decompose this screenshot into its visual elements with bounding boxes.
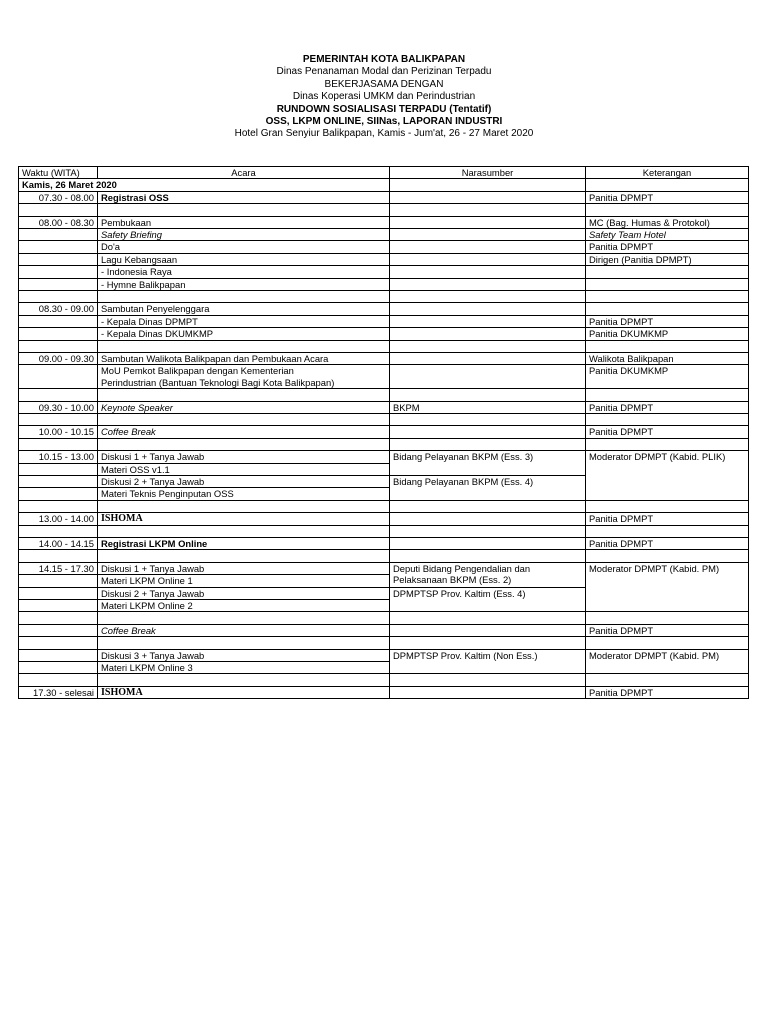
header-venue-date: Hotel Gran Senyiur Balikpapan, Kamis - Jum'at, 26 - 27 Maret 2020 <box>234 128 534 140</box>
acara-cell: Do'a <box>98 241 390 253</box>
time-cell: 10.15 - 13.00 <box>19 451 98 463</box>
table-row <box>19 328 749 340</box>
day-label: Kamis, 26 Maret 2020 <box>19 179 390 191</box>
spacer-row <box>19 414 749 426</box>
time-cell: 13.00 - 14.00 <box>19 513 98 525</box>
acara-cell: Diskusi 1 + Tanya Jawab <box>98 562 390 574</box>
keterangan-cell: Safety Team Hotel <box>586 229 749 241</box>
table-row <box>19 365 749 389</box>
keterangan-cell: MC (Bag. Humas & Protokol) <box>586 216 749 228</box>
table-row <box>19 241 749 253</box>
table-header-row <box>19 167 749 179</box>
acara-cell: Registrasi OSS <box>98 191 390 203</box>
acara-cell: Materi Teknis Penginputan OSS <box>98 488 390 500</box>
keterangan-cell: Moderator DPMPT (Kabid. PLIK) <box>586 451 749 501</box>
time-cell: 08.00 - 08.30 <box>19 216 98 228</box>
day-row <box>19 179 749 191</box>
acara-cell: Pembukaan <box>98 216 390 228</box>
table-row <box>19 562 749 574</box>
spacer-row <box>19 674 749 686</box>
header-cooperation: BEKERJASAMA DENGAN <box>324 78 444 90</box>
table-row <box>19 353 749 365</box>
time-cell: 09.00 - 09.30 <box>19 353 98 365</box>
acara-cell: Coffee Break <box>98 624 390 636</box>
acara-cell: Lagu Kebangsaan <box>98 253 390 265</box>
spacer-row <box>19 637 749 649</box>
time-cell: 17.30 - selesai <box>19 686 98 698</box>
keterangan-cell: Dirigen (Panitia DPMPT) <box>586 253 749 265</box>
acara-cell: Diskusi 3 + Tanya Jawab <box>98 649 390 661</box>
spacer-row <box>19 291 749 303</box>
table-row <box>19 401 749 413</box>
keterangan-cell: Moderator DPMPT (Kabid. PM) <box>586 562 749 612</box>
acara-line: Perindustrian (Bantuan Teknologi Bagi Kota Balikpapan) <box>101 376 335 388</box>
rundown-table <box>18 166 749 699</box>
acara-cell: Diskusi 1 + Tanya Jawab <box>98 451 390 463</box>
keterangan-cell: Panitia DPMPT <box>586 538 749 550</box>
keterangan-cell: Panitia DPMPT <box>586 426 749 438</box>
spacer-row <box>19 612 749 624</box>
table-row <box>19 315 749 327</box>
table-row <box>19 624 749 636</box>
keterangan-cell: Panitia DPMPT <box>586 686 749 698</box>
narasumber-cell <box>390 562 586 587</box>
table-row <box>19 303 749 315</box>
table-row <box>19 278 749 290</box>
acara-cell: ISHOMA <box>98 513 390 525</box>
acara-cell: Sambutan Walikota Balikpapan dan Pembukaan Acara <box>98 353 390 365</box>
narasumber-cell: Bidang Pelayanan BKPM (Ess. 4) <box>390 476 586 501</box>
acara-cell: Registrasi LKPM Online <box>98 538 390 550</box>
narasumber-cell: BKPM <box>390 401 586 413</box>
header-rundown-title: RUNDOWN SOSIALISASI TERPADU (Tentatif) <box>276 103 492 115</box>
header-agency: Dinas Penanaman Modal dan Perizinan Terpadu <box>276 66 492 78</box>
spacer-row <box>19 438 749 450</box>
col-header-narasumber: Narasumber <box>390 167 586 179</box>
time-cell: 09.30 - 10.00 <box>19 401 98 413</box>
table-row <box>19 191 749 203</box>
keterangan-cell: Moderator DPMPT (Kabid. PM) <box>586 649 749 674</box>
keterangan-cell: Panitia DPMPT <box>586 401 749 413</box>
keterangan-cell: Panitia DPMPT <box>586 624 749 636</box>
acara-cell: Sambutan Penyelenggara <box>98 303 390 315</box>
spacer-row <box>19 550 749 562</box>
table-row <box>19 538 749 550</box>
spacer-row <box>19 389 749 401</box>
table-row <box>19 253 749 265</box>
acara-cell: - Hymne Balikpapan <box>98 278 390 290</box>
time-cell: 10.00 - 10.15 <box>19 426 98 438</box>
table-row <box>19 686 749 698</box>
table-row <box>19 229 749 241</box>
keterangan-cell: Panitia DPMPT <box>586 513 749 525</box>
keterangan-cell: Walikota Balikpapan <box>586 353 749 365</box>
acara-cell: Diskusi 2 + Tanya Jawab <box>98 476 390 488</box>
acara-cell: - Kepala Dinas DPMPT <box>98 315 390 327</box>
time-cell: 14.00 - 14.15 <box>19 538 98 550</box>
keterangan-cell: Panitia DPMPT <box>586 191 749 203</box>
table-row <box>19 649 749 661</box>
time-cell: 07.30 - 08.00 <box>19 191 98 203</box>
narasumber-cell: DPMPTSP Prov. Kaltim (Ess. 4) <box>390 587 586 612</box>
acara-cell: Safety Briefing <box>98 229 390 241</box>
keterangan-cell: Panitia DPMPT <box>586 241 749 253</box>
col-header-keterangan: Keterangan <box>586 167 749 179</box>
acara-cell: Materi LKPM Online 2 <box>98 600 390 612</box>
keterangan-cell: Panitia DKUMKMP <box>586 328 749 340</box>
document-header <box>0 54 768 141</box>
acara-cell: Coffee Break <box>98 426 390 438</box>
acara-cell: ISHOMA <box>98 686 390 698</box>
acara-cell: - Kepala Dinas DKUMKMP <box>98 328 390 340</box>
acara-cell: - Indonesia Raya <box>98 266 390 278</box>
acara-cell: Materi LKPM Online 3 <box>98 662 390 674</box>
table-row <box>19 513 749 525</box>
header-topics: OSS, LKPM ONLINE, SIINas, LAPORAN INDUSTRI <box>265 116 503 128</box>
spacer-row <box>19 204 749 216</box>
acara-cell: Keynote Speaker <box>98 401 390 413</box>
narasumber-cell: Bidang Pelayanan BKPM (Ess. 3) <box>390 451 586 476</box>
spacer-row <box>19 500 749 512</box>
narasumber-cell: DPMPTSP Prov. Kaltim (Non Ess.) <box>390 649 586 674</box>
table-row <box>19 426 749 438</box>
acara-line: MoU Pemkot Balikpapan dengan Kementerian <box>101 365 294 377</box>
spacer-row <box>19 525 749 537</box>
col-header-acara: Acara <box>98 167 390 179</box>
time-cell: 08.30 - 09.00 <box>19 303 98 315</box>
keterangan-cell: Panitia DKUMKMP <box>586 365 749 389</box>
time-cell: 14.15 - 17.30 <box>19 562 98 574</box>
acara-cell: Materi LKPM Online 1 <box>98 575 390 587</box>
narasumber-line: Pelaksanaan BKPM (Ess. 2) <box>393 574 512 586</box>
table-row <box>19 451 749 463</box>
keterangan-cell: Panitia DPMPT <box>586 315 749 327</box>
acara-cell <box>98 365 390 389</box>
header-government: PEMERINTAH KOTA BALIKPAPAN <box>302 54 466 65</box>
acara-cell: Materi OSS v1.1 <box>98 463 390 475</box>
table-row <box>19 216 749 228</box>
acara-cell: Diskusi 2 + Tanya Jawab <box>98 587 390 599</box>
spacer-row <box>19 340 749 352</box>
col-header-waktu: Waktu (WITA) <box>19 167 98 179</box>
narasumber-line: Deputi Bidang Pengendalian dan <box>393 562 531 574</box>
header-partner-agency: Dinas Koperasi UMKM dan Perindustrian <box>292 91 476 103</box>
table-row <box>19 266 749 278</box>
